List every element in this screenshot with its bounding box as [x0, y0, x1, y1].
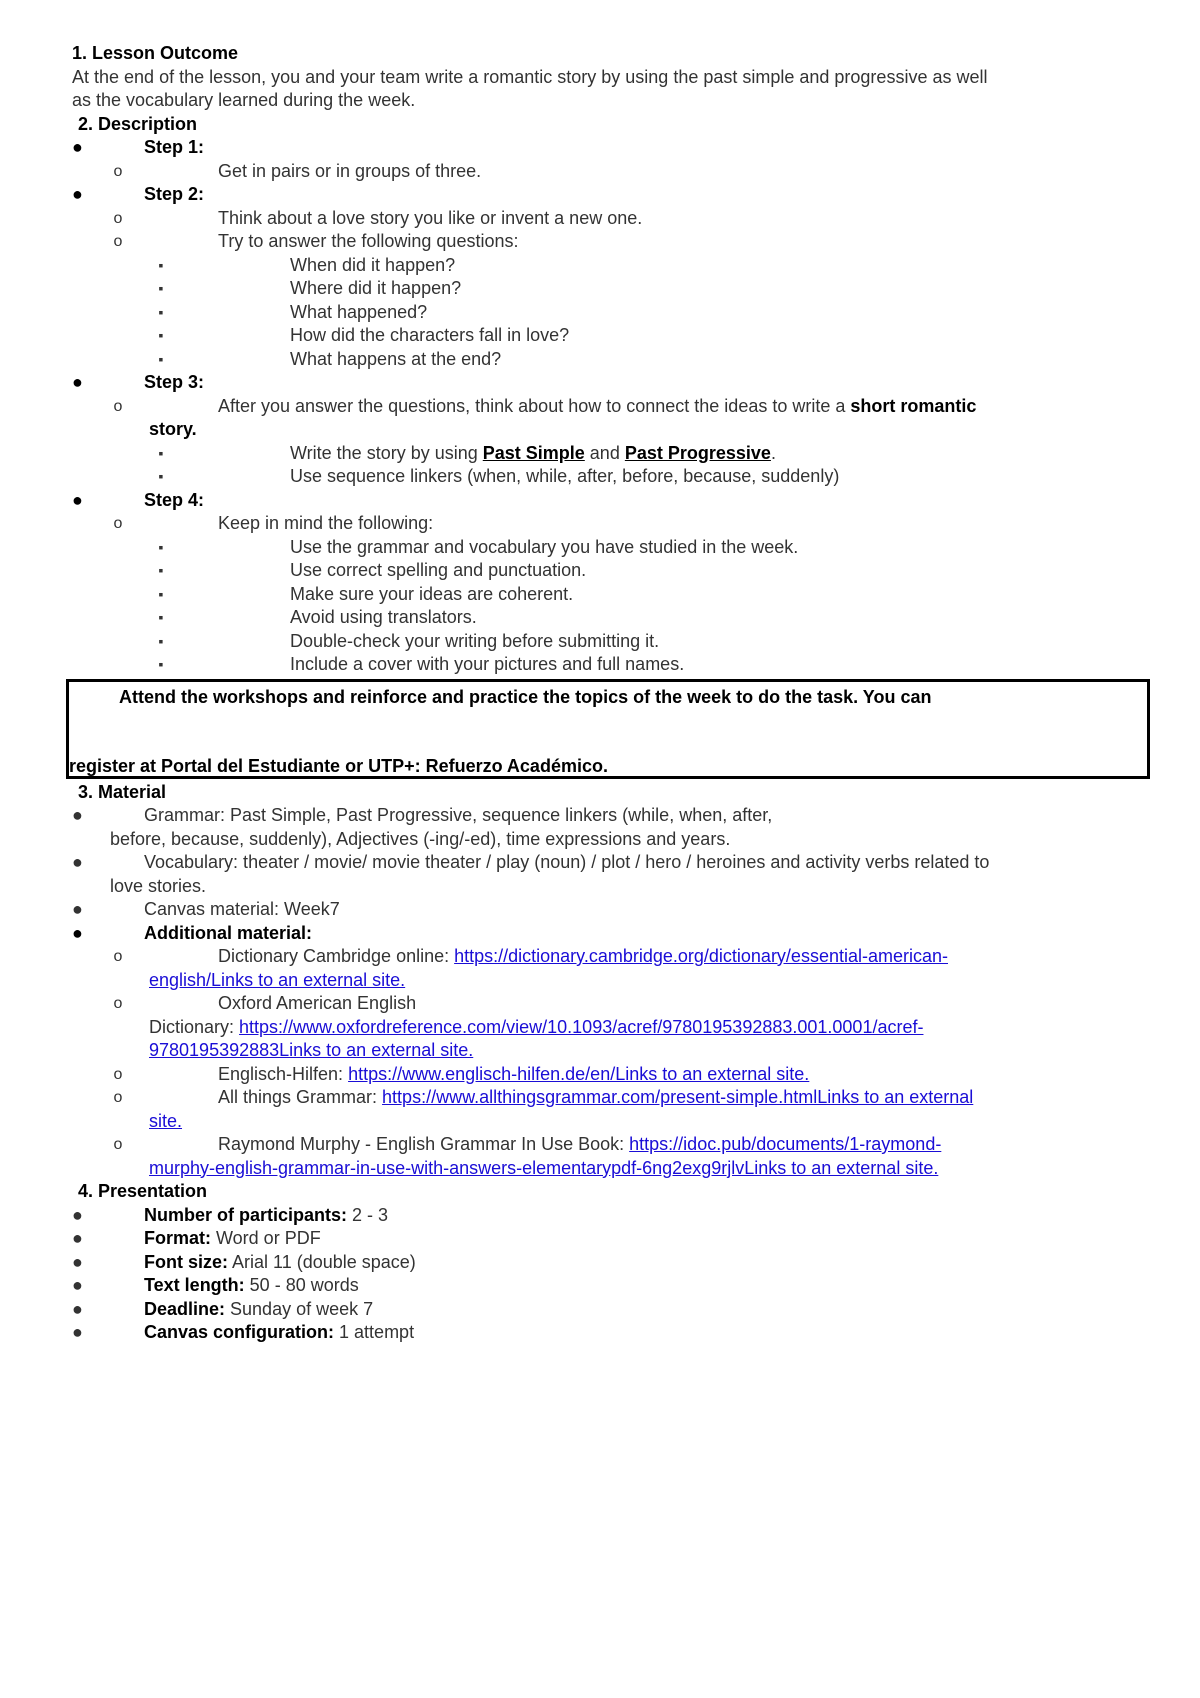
bullet-marker: ● [72, 1228, 83, 1248]
list-item: o Englisch-Hilfen: https://www.englisch-hilfen.de/en/Links to an external site. [72, 1063, 1132, 1087]
document-page [69, 42, 1132, 1345]
list-item-continuation: love stories. [110, 875, 207, 896]
list-item-continuation [72, 1110, 1132, 1134]
square-marker: ▪ [158, 585, 164, 602]
list-item: ▪ Use the grammar and vocabulary you have studied in the week. [72, 536, 1132, 560]
oxford-dictionary-link[interactable]: 9780195392883Links to an external site. [149, 1040, 474, 1060]
circle-marker: o [113, 209, 123, 227]
question-item: ▪ How did the characters fall in love? [72, 324, 1132, 348]
list-item: ▪ Double-check your writing before submitting it. [72, 630, 1132, 654]
list-item-continuation: story. [149, 419, 197, 439]
oxford-dictionary-link[interactable]: https://www.oxfordreference.com/view/10.1093/acref/9780195392883.001.0001/acref- [239, 1016, 924, 1037]
list-item-continuation [72, 1039, 1132, 1063]
bullet-marker: ● [72, 1275, 83, 1295]
bullet-marker: ● [72, 922, 83, 943]
circle-marker: o [113, 1065, 123, 1083]
list-item: ● Canvas material: Week7 [72, 898, 1132, 922]
square-marker: ▪ [158, 256, 164, 273]
list-item-continuation [72, 1157, 1132, 1181]
bullet-marker: ● [72, 899, 83, 919]
description-heading: 2. Description [78, 113, 198, 134]
step-4-label: ● Step 4: [72, 489, 1132, 513]
circle-marker: o [113, 162, 123, 180]
question-item: ▪ Where did it happen? [72, 277, 1132, 301]
step-1-label: ● Step 1: [72, 136, 1132, 160]
bullet-marker: ● [72, 1251, 83, 1272]
presentation-item: ● Text length: 50 - 80 words [72, 1274, 1132, 1298]
circle-marker: o [113, 1089, 123, 1106]
material-heading: 3. Material [78, 781, 167, 802]
circle-marker: o [113, 995, 123, 1012]
question-item: ▪ What happened? [72, 301, 1132, 325]
bullet-marker: ● [72, 1204, 83, 1225]
square-marker: ▪ [158, 327, 164, 343]
list-item: o Get in pairs or in groups of three. [72, 160, 1132, 184]
bullet-marker: ● [72, 1298, 83, 1319]
bullet-marker: ● [72, 852, 83, 872]
question-item: ▪ What happens at the end? [72, 348, 1132, 372]
presentation-item: ● Font size: Arial 11 (double space) [72, 1251, 1132, 1275]
circle-marker: o [113, 515, 123, 532]
list-item: o Dictionary Cambridge online: https://dictionary.cambridge.org/dictionary/essential-american- [72, 945, 1132, 969]
square-marker: ▪ [158, 350, 164, 367]
presentation-item: ● Number of participants: 2 - 3 [72, 1204, 1132, 1228]
list-item: o Oxford American English [72, 992, 1132, 1016]
list-item: ● Grammar: Past Simple, Past Progressive, sequence linkers (while, when, after, [72, 804, 1132, 828]
square-marker: ▪ [158, 444, 164, 461]
square-marker: ▪ [158, 280, 164, 296]
murphy-grammar-link[interactable]: https://idoc.pub/documents/1-raymond- [629, 1134, 942, 1154]
lesson-outcome-heading: 1. Lesson Outcome [72, 43, 239, 63]
square-marker: ▪ [158, 468, 164, 484]
bullet-marker: ● [72, 489, 83, 510]
bullet-marker: ● [72, 1322, 83, 1342]
murphy-grammar-link[interactable]: murphy-english-grammar-in-use-with-answers-elementarypdf-6ng2exg9rjlvLinks to an external site. [149, 1157, 939, 1178]
notice-text-line: register at Portal del Estudiante or UTP+: Refuerzo Académico. [69, 755, 608, 776]
list-item: o Think about a love story you like or invent a new one. [72, 207, 1132, 231]
list-item-continuation: before, because, suddenly), Adjectives (-ing/-ed), time expressions and years. [110, 828, 731, 849]
englisch-hilfen-link[interactable]: https://www.englisch-hilfen.de/en/Links to an external site. [348, 1063, 810, 1084]
square-marker: ▪ [158, 303, 164, 320]
list-item: o Raymond Murphy - English Grammar In Use Book: https://idoc.pub/documents/1-raymond- [72, 1133, 1132, 1157]
lesson-outcome-text-line: At the end of the lesson, you and your team write a romantic story by using the past simple and progressive as well [72, 66, 988, 87]
list-item: ▪ Include a cover with your pictures and full names. [72, 653, 1132, 677]
square-marker: ▪ [158, 632, 164, 649]
list-item: ● Vocabulary: theater / movie/ movie theater / play (noun) / plot / hero / heroines and activity verbs related to [72, 851, 1132, 875]
list-item: o Try to answer the following questions: [72, 230, 1132, 254]
square-marker: ▪ [158, 656, 164, 672]
list-item: ▪ Use sequence linkers (when, while, after, before, because, suddenly) [72, 465, 1132, 489]
list-item: o All things Grammar: https://www.allthingsgrammar.com/present-simple.htmlLinks to an external [72, 1086, 1132, 1110]
circle-marker: o [113, 1136, 123, 1153]
step-2-label: ● Step 2: [72, 183, 1132, 207]
lesson-outcome-text-line: as the vocabulary learned during the week. [72, 90, 416, 110]
cambridge-dictionary-link[interactable]: english/Links to an external site. [149, 969, 406, 990]
square-marker: ▪ [158, 562, 164, 578]
all-things-grammar-link[interactable]: site. [149, 1110, 183, 1131]
bullet-marker: ● [72, 184, 83, 204]
list-item-continuation [72, 969, 1132, 993]
bullet-marker: ● [72, 805, 83, 825]
presentation-item: ● Format: Word or PDF [72, 1227, 1132, 1251]
list-item: o Keep in mind the following: [72, 512, 1132, 536]
list-item: ▪ Avoid using translators. [72, 606, 1132, 630]
presentation-item: ● Canvas configuration: 1 attempt [72, 1321, 1132, 1345]
circle-marker: o [113, 948, 123, 965]
all-things-grammar-link[interactable]: https://www.allthingsgrammar.com/present-simple.htmlLinks to an external [382, 1087, 974, 1107]
bullet-marker: ● [72, 137, 83, 157]
square-marker: ▪ [158, 609, 164, 625]
additional-material-label: ● Additional material: [72, 922, 1132, 946]
notice-text-line: Attend the workshops and reinforce and practice the topics of the week to do the task. You can [119, 686, 932, 707]
question-item: ▪ When did it happen? [72, 254, 1132, 278]
list-item: o After you answer the questions, think about how to connect the ideas to write a short romantic [72, 395, 1132, 419]
square-marker: ▪ [158, 538, 164, 555]
workshop-notice-box [66, 679, 1150, 779]
bullet-marker: ● [72, 372, 83, 392]
cambridge-dictionary-link[interactable]: https://dictionary.cambridge.org/dictionary/essential-american- [454, 946, 948, 966]
circle-marker: o [113, 397, 123, 415]
presentation-item: ● Deadline: Sunday of week 7 [72, 1298, 1132, 1322]
list-item: ▪ Use correct spelling and punctuation. [72, 559, 1132, 583]
step-3-label: ● Step 3: [72, 371, 1132, 395]
list-item: ▪ Write the story by using Past Simple and Past Progressive. [72, 442, 1132, 466]
presentation-heading: 4. Presentation [78, 1181, 208, 1201]
circle-marker: o [113, 233, 123, 250]
list-item: ▪ Make sure your ideas are coherent. [72, 583, 1132, 607]
list-item-continuation: Dictionary: https://www.oxfordreference.com/view/10.1093/acref/9780195392883.001.0001/acref- [149, 1016, 924, 1037]
